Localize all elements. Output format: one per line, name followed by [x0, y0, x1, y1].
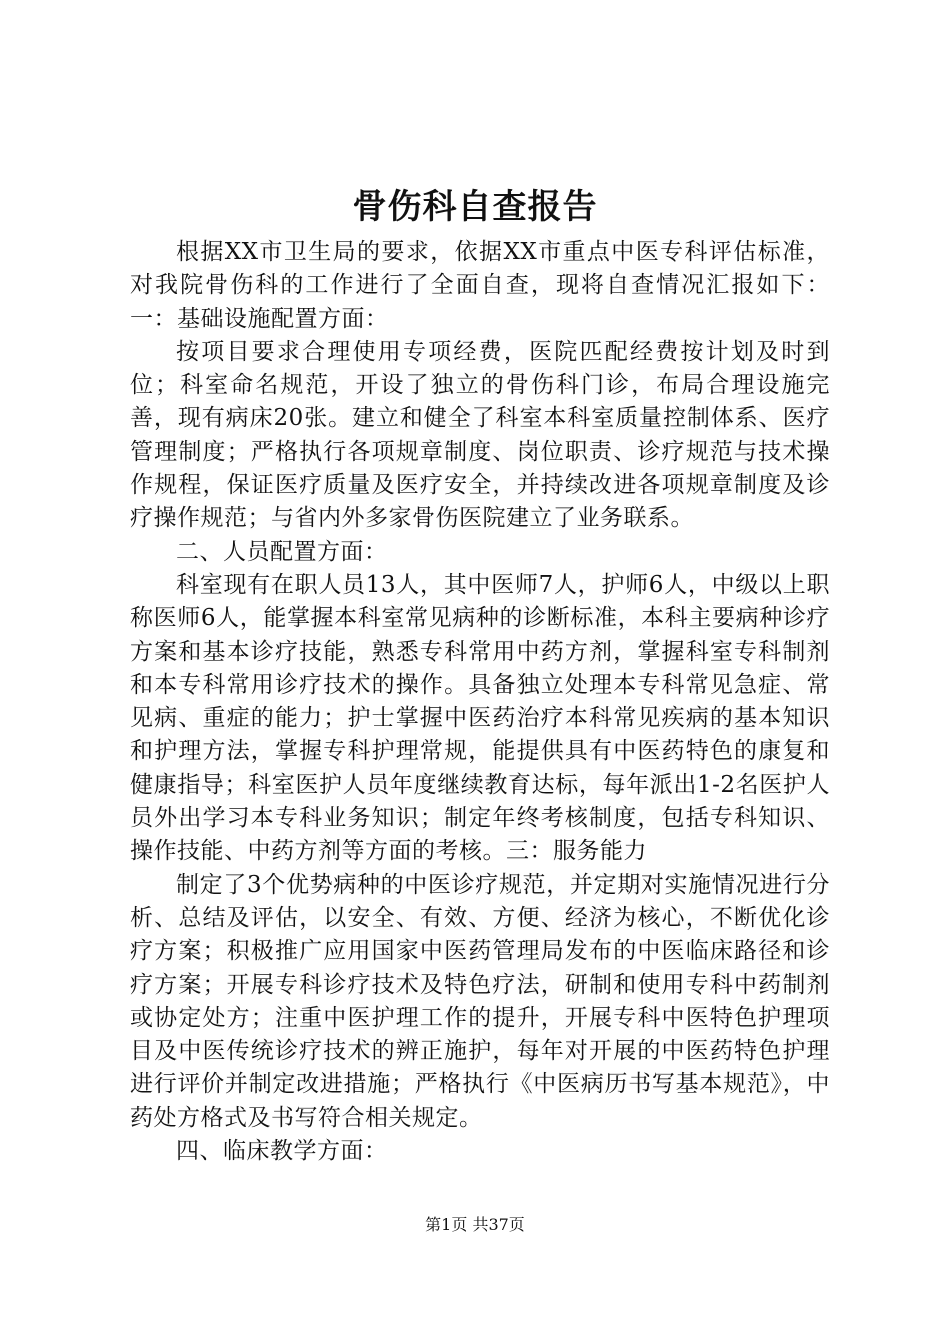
paragraph-infrastructure: 按项目要求合理使用专项经费，医院匹配经费按计划及时到位；科室命名规范，开设了独立的骨伤科门诊，布局合理设施完善，现有病床20张。建立和健全了科室本科室质量控制体系、医疗管理制度；严格执行各项规章制度、岗位职责、诊疗规范与技术操作规程，保证医疗质量及医疗安全，并持续改进各项规章制度及诊疗操作规范；与省内外多家骨伤医院建立了业务联系。	[130, 338, 830, 532]
page-number: 第1页 共37页	[425, 1215, 525, 1234]
paragraph-service: 制定了3个优势病种的中医诊疗规范，并定期对实施情况进行分析、总结及评估，以安全、有效、方便、经济为核心，不断优化诊疗方案；积极推广应用国家中医药管理局发布的中医临床路径和诊疗方案；开展专科诊疗技术及特色疗法，研制和使用专科中药制剂或协定处方；注重中医护理工作的提升，开展专科中医特色护理项目及中医传统诊疗技术的辨正施护，每年对开展的中医药特色护理进行评价并制定改进措施；严格执行《中医病历书写基本规范》，中药处方格式及书写符合相关规定。	[130, 871, 830, 1131]
document-body	[130, 236, 830, 1168]
paragraph-intro: 根据XX市卫生局的要求，依据XX市重点中医专科评估标准，对我院骨伤科的工作进行了全面自查，现将自查情况汇报如下：一：基础设施配置方面：	[130, 239, 830, 332]
document-title: 骨伤科自查报告	[352, 187, 598, 227]
heading-teaching: 四、临床教学方面：	[176, 1138, 388, 1165]
heading-staffing: 二、人员配置方面：	[176, 538, 388, 565]
paragraph-staffing: 科室现有在职人员13人，其中医师7人，护师6人，中级以上职称医师6人，能掌握本科室常见病种的诊断标准，本科主要病种诊疗方案和基本诊疗技能，熟悉专科常用中药方剂，掌握科室专科制剂和本专科常用诊疗技术的操作。具备独立处理本专科常见急症、常见病、重症的能力；护士掌握中医药治疗本科常见疾病的基本知识和护理方法，掌握专科护理常规，能提供具有中医药特色的康复和健康指导；科室医护人员年度继续教育达标，每年派出1-2名医护人员外出学习本专科业务知识；制定年终考核制度，包括专科知识、操作技能、中药方剂等方面的考核。三：服务能力	[130, 571, 830, 865]
